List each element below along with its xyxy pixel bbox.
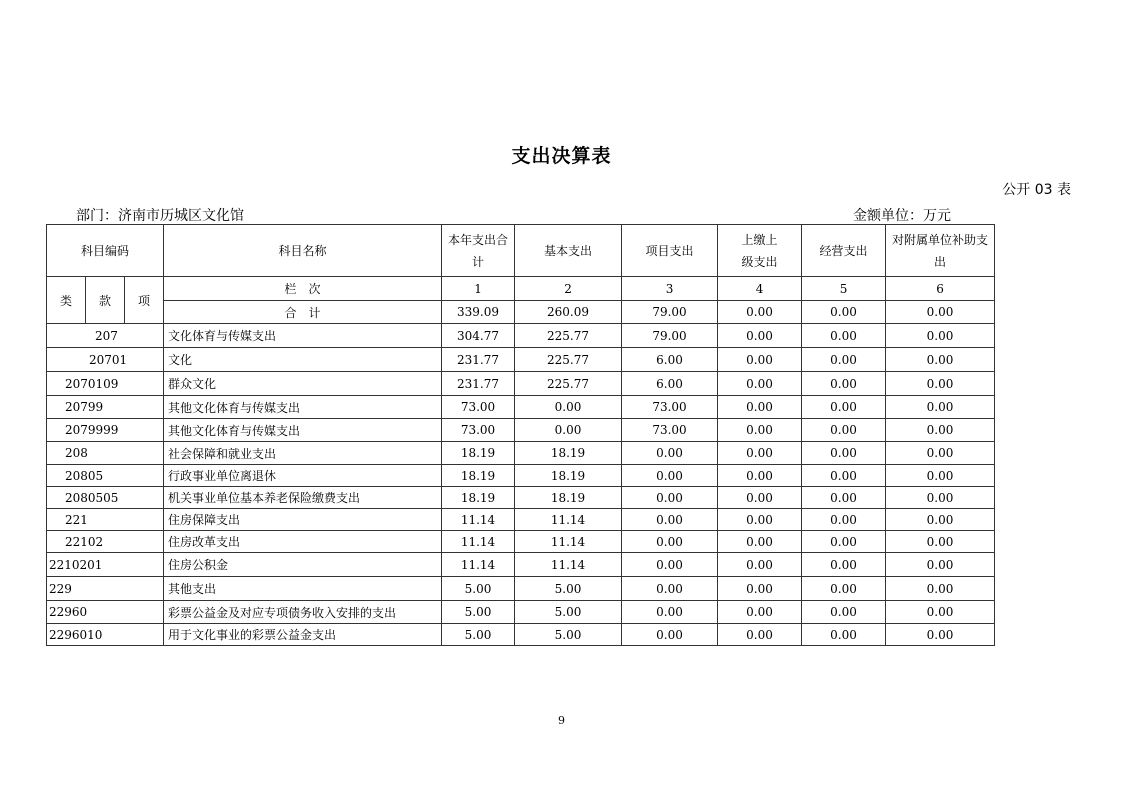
amount-cell: 0.00 <box>886 465 995 487</box>
subject-name: 机关事业单位基本养老保险缴费支出 <box>164 487 442 509</box>
amount-cell: 0.00 <box>886 509 995 531</box>
amount-cell: 0.00 <box>802 348 886 372</box>
total-value: 0.00 <box>802 301 886 324</box>
amount-cell: 11.14 <box>515 531 622 553</box>
subject-code: 20799 <box>47 396 164 419</box>
amount-cell: 0.00 <box>622 624 718 646</box>
amount-cell: 11.14 <box>515 553 622 577</box>
header-col5: 经营支出 <box>802 225 886 277</box>
subject-code: 221 <box>47 509 164 531</box>
amount-cell: 73.00 <box>622 419 718 442</box>
amount-cell: 0.00 <box>802 553 886 577</box>
amount-cell: 0.00 <box>802 531 886 553</box>
amount-cell: 0.00 <box>802 509 886 531</box>
amount-cell: 0.00 <box>802 465 886 487</box>
table-row <box>47 396 995 419</box>
amount-cell: 18.19 <box>442 442 515 465</box>
col-number: 2 <box>515 277 622 301</box>
total-label: 合 计 <box>164 301 442 324</box>
header-col2: 基本支出 <box>515 225 622 277</box>
amount-cell: 6.00 <box>622 372 718 396</box>
amount-cell: 225.77 <box>515 324 622 348</box>
table-row <box>47 509 995 531</box>
table-row <box>47 372 995 396</box>
subject-name: 其他支出 <box>164 577 442 601</box>
table-row <box>47 531 995 553</box>
amount-cell: 225.77 <box>515 372 622 396</box>
col-number: 3 <box>622 277 718 301</box>
amount-cell: 0.00 <box>886 324 995 348</box>
header-name: 科目名称 <box>164 225 442 277</box>
department-label: 部门：济南市历城区文化馆 <box>76 208 244 224</box>
amount-cell: 0.00 <box>622 601 718 624</box>
amount-cell: 0.00 <box>515 396 622 419</box>
page-number: 9 <box>558 714 565 727</box>
amount-cell: 18.19 <box>515 487 622 509</box>
amount-cell: 0.00 <box>718 601 802 624</box>
amount-cell: 0.00 <box>802 372 886 396</box>
total-row <box>47 301 995 324</box>
amount-cell: 6.00 <box>622 348 718 372</box>
amount-cell: 0.00 <box>886 531 995 553</box>
header-lei: 类 <box>47 277 86 324</box>
amount-unit-label: 金额单位：万元 <box>853 208 951 224</box>
amount-cell: 0.00 <box>622 442 718 465</box>
amount-cell: 304.77 <box>442 324 515 348</box>
header-col6: 对附属单位补助支出 <box>886 225 995 277</box>
amount-cell: 0.00 <box>718 465 802 487</box>
amount-cell: 231.77 <box>442 372 515 396</box>
amount-cell: 18.19 <box>515 465 622 487</box>
amount-cell: 0.00 <box>718 324 802 348</box>
subject-name: 住房公积金 <box>164 553 442 577</box>
subject-code: 20701 <box>47 348 164 372</box>
amount-cell: 0.00 <box>718 531 802 553</box>
amount-cell: 5.00 <box>515 601 622 624</box>
subject-code: 207 <box>47 324 164 348</box>
header-col1: 本年支出合计 <box>442 225 515 277</box>
amount-cell: 225.77 <box>515 348 622 372</box>
subject-code: 2296010 <box>47 624 164 646</box>
amount-cell: 0.00 <box>718 442 802 465</box>
amount-cell: 5.00 <box>442 577 515 601</box>
subject-name: 住房改革支出 <box>164 531 442 553</box>
header-code: 科目编码 <box>47 225 164 277</box>
expenditure-table <box>46 224 995 646</box>
subject-code: 20805 <box>47 465 164 487</box>
amount-cell: 0.00 <box>886 487 995 509</box>
amount-cell: 0.00 <box>886 577 995 601</box>
subject-code: 2080505 <box>47 487 164 509</box>
amount-cell: 0.00 <box>886 419 995 442</box>
amount-cell: 0.00 <box>718 487 802 509</box>
amount-cell: 231.77 <box>442 348 515 372</box>
amount-cell: 0.00 <box>718 553 802 577</box>
amount-cell: 5.00 <box>442 601 515 624</box>
amount-cell: 0.00 <box>622 465 718 487</box>
amount-cell: 0.00 <box>622 553 718 577</box>
amount-cell: 18.19 <box>442 465 515 487</box>
amount-cell: 5.00 <box>515 624 622 646</box>
col-number: 5 <box>802 277 886 301</box>
amount-cell: 0.00 <box>886 348 995 372</box>
subject-code: 2210201 <box>47 553 164 577</box>
amount-cell: 0.00 <box>802 624 886 646</box>
total-value: 0.00 <box>886 301 995 324</box>
table-row <box>47 553 995 577</box>
subject-code: 229 <box>47 577 164 601</box>
table-row <box>47 419 995 442</box>
amount-cell: 0.00 <box>802 601 886 624</box>
amount-cell: 0.00 <box>886 372 995 396</box>
amount-cell: 0.00 <box>718 396 802 419</box>
subject-name: 其他文化体育与传媒支出 <box>164 396 442 419</box>
subject-name: 行政事业单位离退休 <box>164 465 442 487</box>
subject-name: 其他文化体育与传媒支出 <box>164 419 442 442</box>
column-number-row <box>47 277 995 301</box>
amount-cell: 0.00 <box>515 419 622 442</box>
subject-code: 22102 <box>47 531 164 553</box>
header-xiang: 项 <box>125 277 164 324</box>
page-title: 支出决算表 <box>511 145 612 167</box>
amount-cell: 73.00 <box>442 396 515 419</box>
amount-cell: 0.00 <box>622 509 718 531</box>
amount-cell: 0.00 <box>886 624 995 646</box>
amount-cell: 0.00 <box>718 348 802 372</box>
amount-cell: 18.19 <box>515 442 622 465</box>
amount-cell: 0.00 <box>718 577 802 601</box>
total-value: 0.00 <box>718 301 802 324</box>
col-number: 6 <box>886 277 995 301</box>
amount-cell: 11.14 <box>442 531 515 553</box>
table-row <box>47 487 995 509</box>
amount-cell: 73.00 <box>622 396 718 419</box>
table-row <box>47 601 995 624</box>
form-number: 公开 03 表 <box>1002 182 1071 198</box>
subject-name: 彩票公益金及对应专项债务收入安排的支出 <box>164 601 442 624</box>
col-number: 1 <box>442 277 515 301</box>
amount-cell: 0.00 <box>718 419 802 442</box>
subject-name: 文化 <box>164 348 442 372</box>
subject-name: 文化体育与传媒支出 <box>164 324 442 348</box>
amount-cell: 0.00 <box>802 324 886 348</box>
total-value: 260.09 <box>515 301 622 324</box>
amount-cell: 11.14 <box>442 509 515 531</box>
amount-cell: 11.14 <box>442 553 515 577</box>
amount-cell: 0.00 <box>886 601 995 624</box>
table-row <box>47 577 995 601</box>
header-lanci: 栏 次 <box>164 277 442 301</box>
subject-name: 社会保障和就业支出 <box>164 442 442 465</box>
amount-cell: 0.00 <box>886 553 995 577</box>
amount-cell: 11.14 <box>515 509 622 531</box>
amount-cell: 0.00 <box>802 577 886 601</box>
amount-cell: 79.00 <box>622 324 718 348</box>
amount-cell: 5.00 <box>515 577 622 601</box>
amount-cell: 0.00 <box>802 419 886 442</box>
table-row <box>47 442 995 465</box>
amount-cell: 73.00 <box>442 419 515 442</box>
subject-code: 2070109 <box>47 372 164 396</box>
header-kuan: 款 <box>86 277 125 324</box>
amount-cell: 0.00 <box>622 577 718 601</box>
header-col3: 项目支出 <box>622 225 718 277</box>
amount-cell: 0.00 <box>718 509 802 531</box>
amount-cell: 0.00 <box>886 396 995 419</box>
table-row <box>47 624 995 646</box>
amount-cell: 0.00 <box>802 442 886 465</box>
col-number: 4 <box>718 277 802 301</box>
amount-cell: 0.00 <box>886 442 995 465</box>
amount-cell: 0.00 <box>802 487 886 509</box>
amount-cell: 0.00 <box>622 487 718 509</box>
amount-cell: 18.19 <box>442 487 515 509</box>
subject-name: 群众文化 <box>164 372 442 396</box>
amount-cell: 0.00 <box>622 531 718 553</box>
table-row <box>47 324 995 348</box>
subject-code: 208 <box>47 442 164 465</box>
subject-name: 住房保障支出 <box>164 509 442 531</box>
amount-cell: 5.00 <box>442 624 515 646</box>
amount-cell: 0.00 <box>718 624 802 646</box>
amount-cell: 0.00 <box>718 372 802 396</box>
table-row <box>47 348 995 372</box>
total-value: 79.00 <box>622 301 718 324</box>
amount-cell: 0.00 <box>802 396 886 419</box>
subject-code: 2079999 <box>47 419 164 442</box>
table-row <box>47 465 995 487</box>
subject-name: 用于文化事业的彩票公益金支出 <box>164 624 442 646</box>
header-col4: 上缴上级支出 <box>718 225 802 277</box>
header-row <box>47 225 995 277</box>
total-value: 339.09 <box>442 301 515 324</box>
subject-code: 22960 <box>47 601 164 624</box>
